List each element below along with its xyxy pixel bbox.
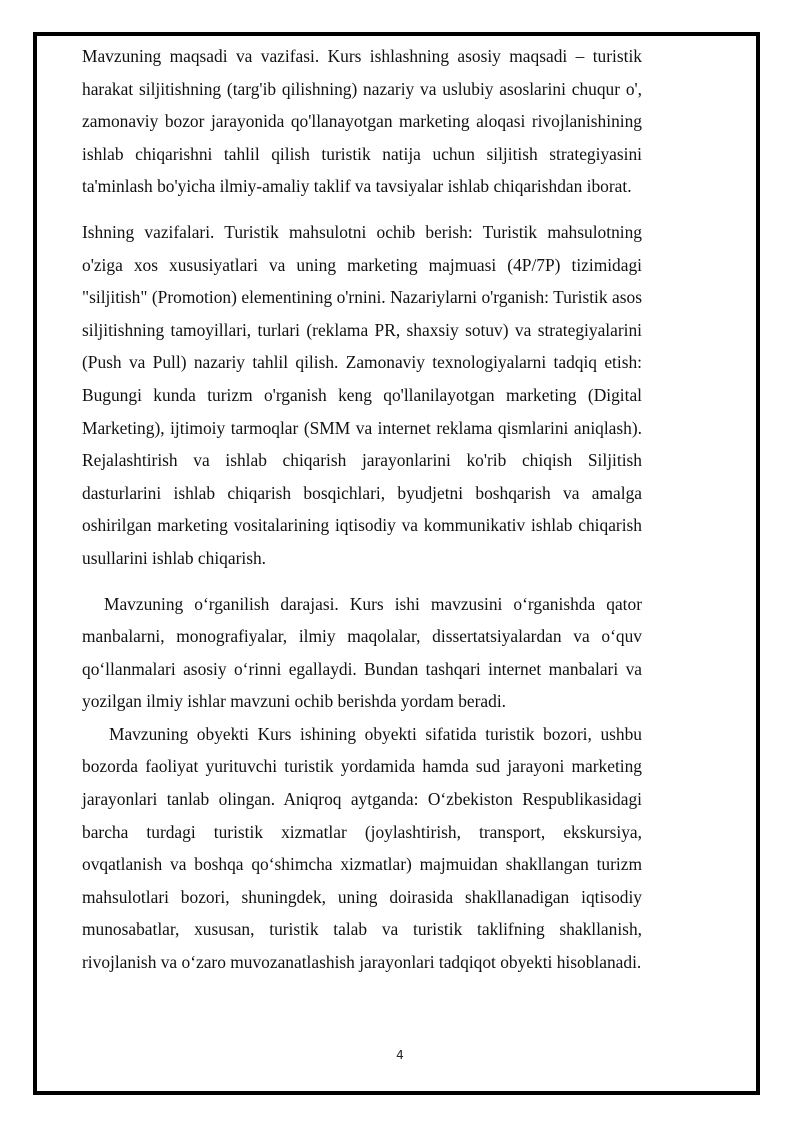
page-number: 4 (396, 1048, 404, 1062)
document-body (82, 40, 642, 979)
paragraph-study-level: Mavzuning o‘rganilish darajasi. Kurs ishi mavzusini o‘rganishda qator manbalarni, monografiyalar, ilmiy maqolalar, dissertatsiyalardan va o‘quv qo‘llanmalari asosiy o‘rinni egallaydi. Bundan tashqari internet manbalari va yozilgan ilmiy ishlar mavzuni ochib berishda yordam beradi. (82, 593, 642, 712)
paragraph-tasks: Ishning vazifalari. Turistik mahsulotni ochib berish: Turistik mahsulotning o'ziga xos xususiyatlari va uning marketing majmuasi (4P/7P) tizimidagi "siljitish" (Promotion) elementining o'rnini. Nazariylarni o'rganish: Turistik asos siljitishning tamoyillari, turlari (reklama PR, shaxsiy sotuv) va strategiyalarini (Push va Pull) nazariy tahlil qilish. Zamonaviy texnologiyalarni tadqiq etish: Bugungi kunda turizm o'rganish keng qo'llanilayotgan marketing (Digital Marketing), ijtimoiy tarmoqlar (SMM va internet reklama qismlarini aniqlash). Rejalashtirish va ishlab chiqarish jarayonlarini ko'rib chiqish Siljitish dasturlarini ishlab chiqarish bosqichlari, byudjetni boshqarish va amalga oshirilgan marketing vositalarining iqtisodiy va kommunikativ ishlab chiqarish usullarini ishlab chiqarish. (82, 221, 642, 568)
paragraph-object: Mavzuning obyekti Kurs ishining obyekti sifatida turistik bozori, ushbu bozorda faoliyat yurituvchi turistik yordamida hamda sud jarayoni marketing jarayonlari tanlab olingan. Aniqroq aytganda: O‘zbekiston Respublikasidagi barcha turdagi turistik xizmatlar (joylashtirish, transport, ekskursiya, ovqatlanish va boshqa qo‘shimcha xizmatlar) majmuidan shakllangan turizm mahsulotlari bozori, shuningdek, uning doirasida shakllanadigan iqtisodiy munosabatlar, xususan, turistik talab va turistik taklifning shakllanish, rivojlanish va o‘zaro muvozanatlashish jarayonlari tadqiqot obyekti hisoblanadi. (82, 723, 642, 973)
paragraph-goal: Mavzuning maqsadi va vazifasi. Kurs ishlashning asosiy maqsadi – turistik harakat siljitishning (targ'ib qilishning) nazariy va uslubiy asoslarini chuqur o', zamonaviy bozor jarayonida qo'llanayotgan marketing aloqasi rivojlanishining ishlab chiqarishni tahlil qilish turistik natija uchun siljitish strategiyasini ta'minlash bo'yicha ilmiy-amaliy taklif va tavsiyalar ishlab chiqarishdan iborat. (82, 46, 642, 197)
